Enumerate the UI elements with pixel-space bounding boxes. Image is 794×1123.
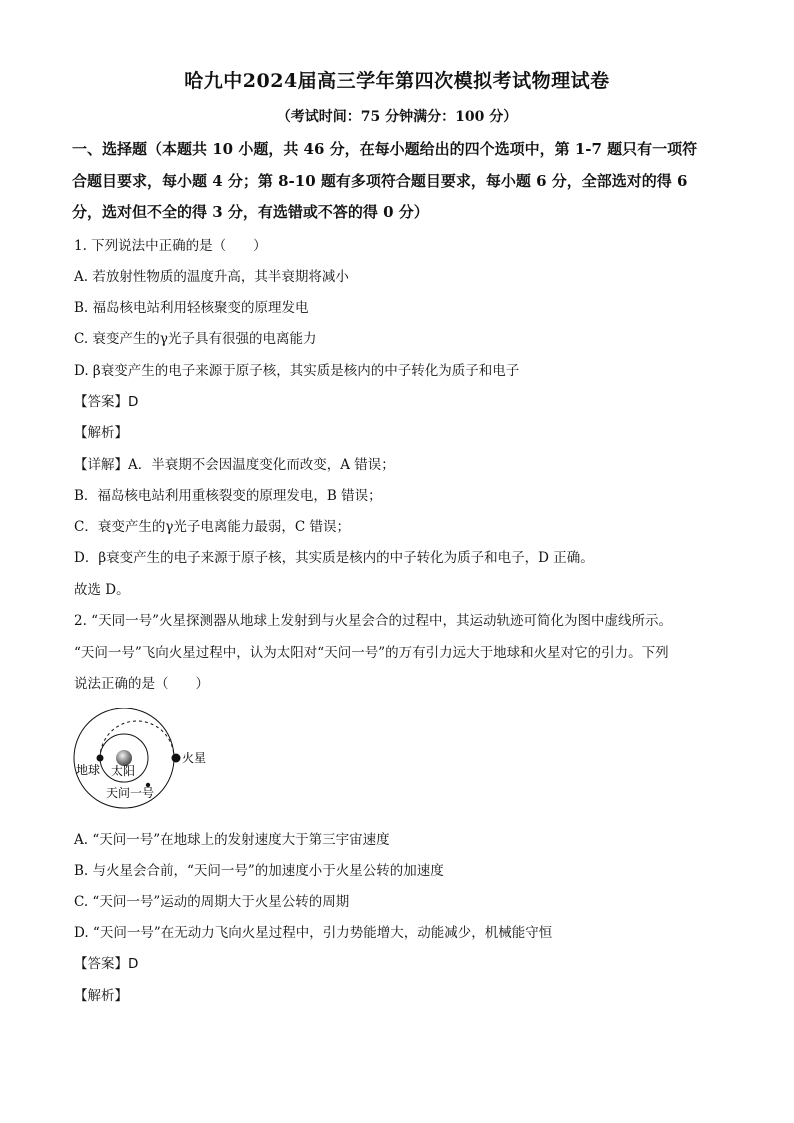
page-title: 哈九中2024届高三学年第四次模拟考试物理试卷 xyxy=(184,70,610,92)
label-probe: 天问一号 xyxy=(106,786,155,800)
earth-icon xyxy=(97,755,104,762)
question-2-answer: 【答案】D xyxy=(74,956,139,972)
mars-icon xyxy=(172,754,181,763)
question-1-option-b: B. 福岛核电站利用轻核聚变的原理发电 xyxy=(74,300,309,316)
orbit-diagram xyxy=(72,708,212,810)
question-1-detail-b: B．福岛核电站利用重核裂变的原理发电，B 错误； xyxy=(74,488,382,504)
question-1-analysis-heading: 【解析】 xyxy=(74,425,128,441)
question-1-stem: 1. 下列说法中正确的是（ ） xyxy=(74,238,267,254)
label-sun: 太阳 xyxy=(111,764,136,778)
section-instructions-line-2: 合题目要求，每小题 4 分；第 8-10 题有多项符合题目要求，每小题 6 分，全部选对的得 6 xyxy=(72,172,688,190)
question-2-option-d: D. “天问一号”在无动力飞向火星过程中，引力势能增大，动能减少，机械能守恒 xyxy=(74,925,553,941)
question-1-option-d: D. β衰变产生的电子来源于原子核，其实质是核内的中子转化为质子和电子 xyxy=(74,363,520,379)
question-2-stem-line-3: 说法正确的是（ ） xyxy=(74,676,209,692)
question-1-detail-a: 【详解】A．半衰期不会因温度变化而改变，A 错误； xyxy=(74,457,395,473)
question-1-conclusion: 故选 D。 xyxy=(74,582,130,598)
question-2-analysis-heading: 【解析】 xyxy=(74,988,128,1004)
exam-info: （考试时间：75 分钟满分：100 分） xyxy=(276,109,518,125)
question-1-detail-c: C．衰变产生的γ光子电离能力最弱，C 错误； xyxy=(74,519,351,535)
section-instructions-line-3: 分，选对但不全的得 3 分，有选错或不答的得 0 分） xyxy=(72,203,429,221)
question-1-answer: 【答案】D xyxy=(74,394,139,410)
label-mars: 火星 xyxy=(182,751,207,765)
question-2-option-a: A. “天问一号”在地球上的发射速度大于第三宇宙速度 xyxy=(74,832,390,848)
question-2-stem-line-1: 2. “天同一号”火星探测器从地球上发射到与火星会合的过程中，其运动轨迹可简化为图中虚线所示。 xyxy=(74,613,672,629)
question-2-stem-line-2: “天问一号”飞向火星过程中，认为太阳对“天问一号”的万有引力远大于地球和火星对它的引力。下列 xyxy=(74,645,669,661)
section-instructions-line-1: 一、选择题（本题共 10 小题，共 46 分，在每小题给出的四个选项中，第 1-7 题只有一项符 xyxy=(72,140,698,158)
question-1-option-a: A. 若放射性物质的温度升高，其半衰期将减小 xyxy=(74,269,349,285)
question-2-option-c: C. “天问一号”运动的周期大于火星公转的周期 xyxy=(74,894,350,910)
question-2-option-b: B. 与火星会合前，“天问一号”的加速度小于火星公转的加速度 xyxy=(74,863,444,879)
question-1-detail-d: D．β衰变产生的电子来源于原子核，其实质是核内的中子转化为质子和电子，D 正确。 xyxy=(74,550,594,566)
label-earth: 地球 xyxy=(76,763,101,777)
question-1-option-c: C. 衰变产生的γ光子具有很强的电离能力 xyxy=(74,331,317,347)
